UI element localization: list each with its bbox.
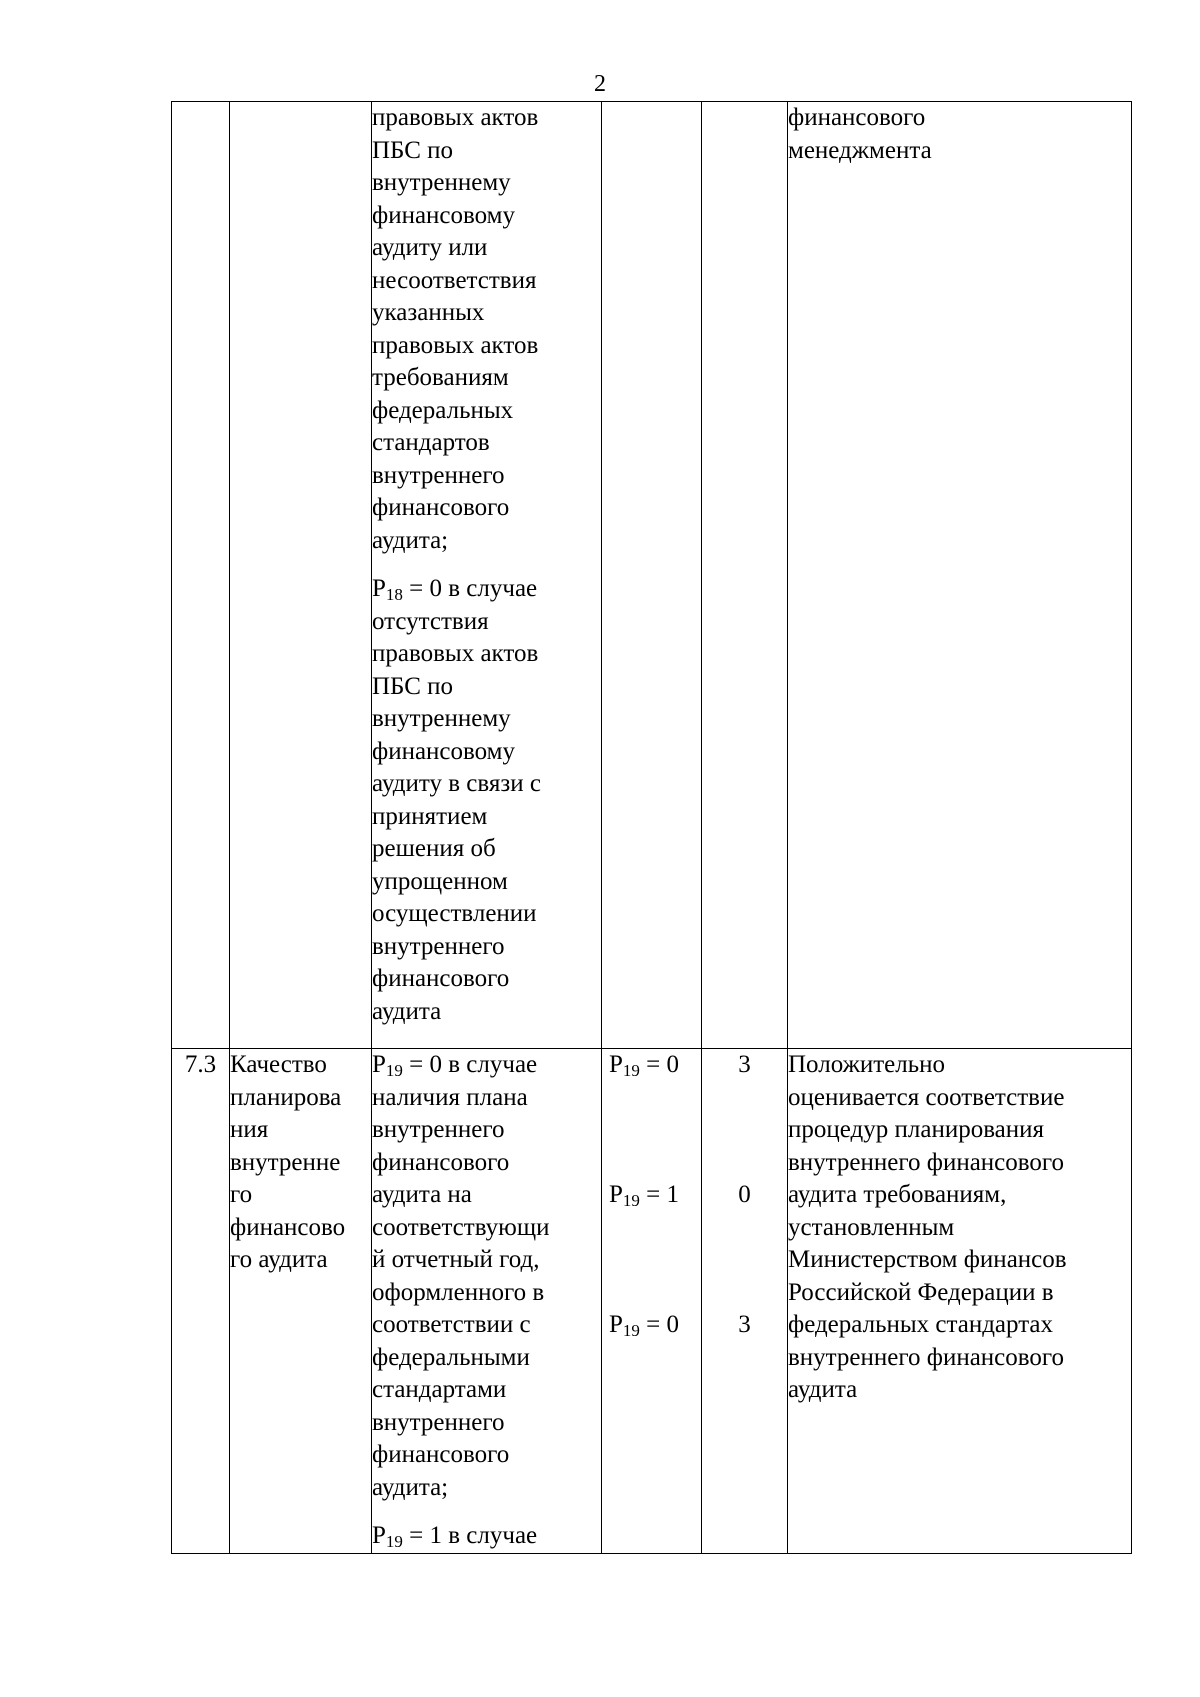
text-line: Положительно	[788, 1051, 946, 1078]
text-line: аудиту или	[372, 234, 488, 261]
text-line: соответствующи	[372, 1213, 550, 1241]
text-line: требованиям	[372, 364, 509, 391]
score-entry: 3	[738, 1311, 751, 1338]
text-line: внутренне	[230, 1148, 341, 1176]
text-line: планирова	[230, 1083, 342, 1111]
text-line: $P_{18} = 0$ в случае	[372, 575, 538, 604]
text-line: федеральными	[372, 1343, 530, 1371]
text-line: Министерством финансов	[788, 1246, 1067, 1273]
text-line: внутреннего	[372, 1408, 505, 1436]
text-line: внутреннему	[372, 705, 511, 732]
text-line: ния	[230, 1116, 269, 1143]
text-line: отсутствия	[372, 607, 489, 635]
value-entry: $P_{19} = 0$	[609, 1311, 680, 1340]
text-line: аудита;	[372, 526, 449, 554]
text-line: принятием	[372, 802, 488, 830]
indicator-name-cell	[230, 1049, 372, 1554]
value-entry: $P_{19} = 0$	[609, 1051, 680, 1080]
text-line: внутреннего	[372, 932, 505, 960]
text-line: стандартов	[372, 429, 490, 456]
text-line: аудита требованиям,	[788, 1181, 1007, 1208]
description-paragraph	[372, 102, 601, 557]
comment-cell	[788, 1049, 1132, 1554]
text-line: федеральных	[372, 396, 514, 424]
text-line: $P_{19} = 0$ в случае	[372, 1051, 538, 1080]
description-paragraph	[372, 1520, 601, 1553]
text-line: й отчетный год,	[372, 1246, 540, 1273]
text-line: внутреннего финансового	[788, 1148, 1065, 1176]
row-number-cell: 7.3	[172, 1049, 230, 1554]
text-line: аудиту в связи с	[372, 770, 541, 797]
text-line: установленным	[788, 1213, 955, 1241]
text-line: аудита;	[372, 1473, 449, 1501]
text-line: финансового	[372, 1441, 510, 1468]
text-line: финансового	[788, 104, 926, 131]
text-line: внутреннего финансового	[788, 1343, 1065, 1371]
description-cell	[372, 1049, 602, 1554]
text-line: несоответствия	[372, 266, 537, 294]
text-line: Качество	[230, 1051, 327, 1078]
text-line: правовых актов	[372, 640, 539, 667]
text-line: финансовому	[372, 737, 516, 765]
description-cell	[372, 102, 602, 1049]
text-line: финансово	[230, 1213, 346, 1241]
table-row	[172, 102, 1132, 1049]
text-line: упрощенном	[372, 867, 508, 895]
value-cell	[602, 1049, 702, 1554]
text-line: Российской Федерации в	[788, 1278, 1054, 1306]
text-line: менеджмента	[788, 136, 932, 164]
text-line: федеральных стандартах	[788, 1311, 1054, 1338]
text-line: финансового	[372, 494, 510, 521]
text-line: $P_{19} = 1$ в случае	[372, 1522, 538, 1551]
text-line: правовых актов	[372, 104, 539, 131]
criteria-table	[171, 101, 1132, 1554]
score-cell	[702, 1049, 788, 1554]
text-line: аудита на	[372, 1181, 472, 1208]
description-paragraph	[372, 1049, 601, 1504]
text-line: внутреннему	[372, 169, 511, 196]
value-entry: $P_{19} = 1$	[609, 1181, 680, 1210]
text-line: финансовому	[372, 201, 516, 229]
table-row	[172, 1049, 1132, 1554]
score-entry: 3	[738, 1051, 751, 1078]
text-line: аудита	[372, 997, 442, 1025]
score-entry: 0	[738, 1181, 751, 1208]
text-line: финансового	[372, 1148, 510, 1176]
text-line: ПБС по	[372, 672, 454, 700]
text-line: указанных	[372, 299, 485, 326]
text-line: аудита	[788, 1376, 858, 1403]
text-line: внутреннего	[372, 461, 505, 489]
text-line: ПБС по	[372, 136, 454, 164]
row-number-cell	[172, 102, 230, 1049]
text-line: наличия плана	[372, 1083, 528, 1111]
value-cell	[602, 102, 702, 1049]
score-cell	[702, 102, 788, 1049]
description-paragraph	[372, 573, 601, 1028]
indicator-name-cell	[230, 102, 372, 1049]
text-line: процедур планирования	[788, 1116, 1045, 1143]
page-number: 2	[594, 71, 606, 97]
text-line: соответствии с	[372, 1311, 531, 1338]
text-line: оформленного в	[372, 1278, 545, 1306]
text-line: стандартами	[372, 1376, 507, 1403]
text-line: финансового	[372, 965, 510, 992]
text-line: оценивается соответствие	[788, 1083, 1065, 1111]
comment-cell	[788, 102, 1132, 1049]
text-line: го	[230, 1181, 253, 1208]
text-line: осуществлении	[372, 900, 537, 927]
text-line: правовых актов	[372, 331, 539, 359]
text-line: внутреннего	[372, 1116, 505, 1143]
text-line: решения об	[372, 835, 496, 862]
text-line: го аудита	[230, 1246, 328, 1273]
